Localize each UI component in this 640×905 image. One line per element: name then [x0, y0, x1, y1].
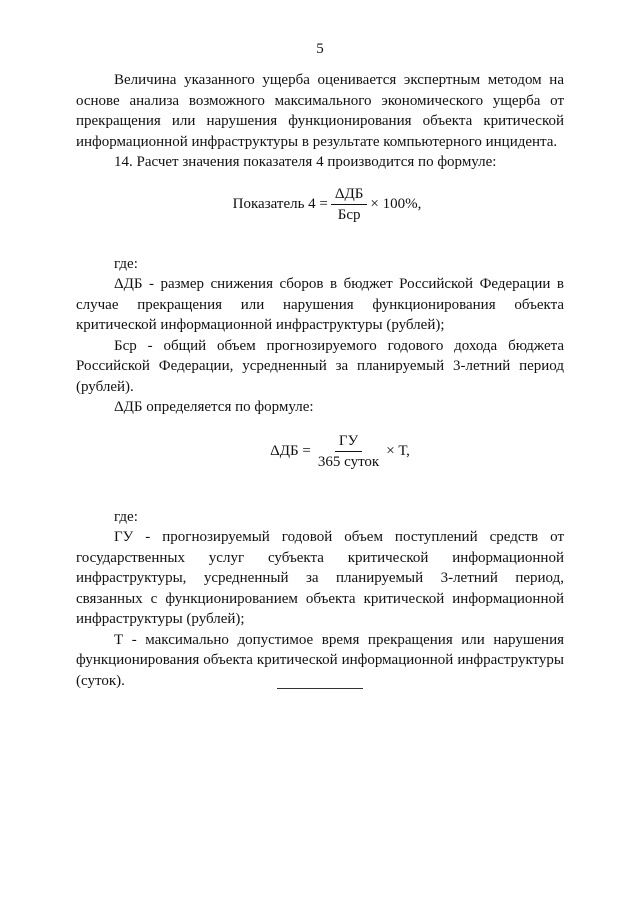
formula-ddb [76, 432, 564, 471]
formula-1-denominator: Бср [337, 206, 361, 223]
formula-2-rhs: × Т, [386, 442, 410, 459]
formula-2-numerator: ГУ [335, 432, 362, 452]
formula-1-lhs: Показатель 4 = [232, 195, 328, 212]
page-number: 5 [316, 41, 324, 57]
definition-bsr: Бср - общий объем прогнозируемого годового дохода бюджета Российской Федерации, усредненный за планируемый 3-летний период (рублей). [76, 337, 564, 395]
formula-1-numerator: ΔДБ [331, 185, 368, 205]
formula-2-fraction [314, 432, 383, 471]
end-of-document-rule [277, 688, 363, 689]
formula-1-rhs: × 100%, [370, 195, 422, 212]
where-label-1: где: [114, 255, 138, 272]
formula-1-fraction [331, 185, 368, 224]
definition-gu: ГУ - прогнозируемый годовой объем поступлений средств от государственных услуг субъекта критической информационной инфраструктуры, усредненный за планируемый 3-летний период, связанных с функционированием объекта критической информационной инфраструктуры (рублей); [76, 529, 564, 627]
definition-t: Т - максимально допустимое время прекращения или нарушения функционирования объекта критической информационной инфраструктуры (суток). [76, 631, 564, 689]
document-body [76, 70, 564, 691]
paragraph-ddb-formula-intro: ΔДБ определяется по формуле: [114, 399, 314, 415]
formula-indicator-4 [76, 185, 564, 224]
paragraph-damage-estimation: Величина указанного ущерба оценивается экспертным методом на основе анализа возможного максимального экономического ущерба от прекращения или нарушения функционирования объекта критической информационной инфраструктуры в результате компьютерного инцидента. [76, 72, 564, 150]
paragraph-indicator-4-intro: 14. Расчет значения показателя 4 производится по формуле: [114, 154, 497, 170]
formula-2-lhs: ΔДБ = [270, 442, 311, 459]
where-label-2: где: [114, 508, 138, 525]
formula-2-denominator: 365 суток [317, 453, 380, 470]
definition-ddb: ΔДБ - размер снижения сборов в бюджет Российской Федерации в случае прекращения или нарушения функционирования объекта критической информационной инфраструктуры (рублей); [76, 276, 564, 333]
